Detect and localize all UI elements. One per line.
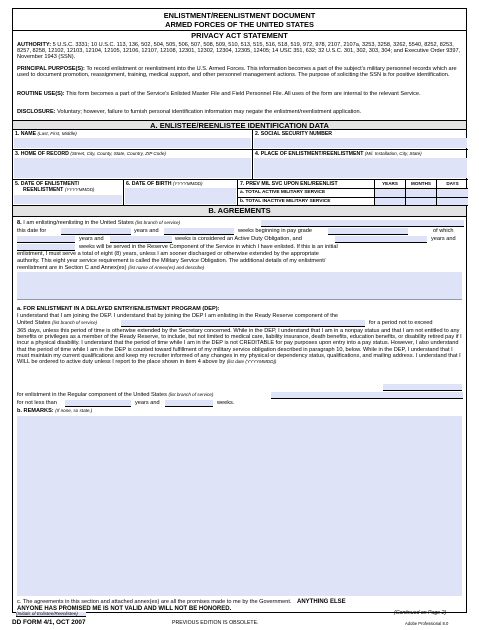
regular-weeks-field[interactable] (165, 400, 213, 407)
reserve-years-field[interactable] (335, 236, 427, 243)
annex-description-field[interactable] (17, 272, 462, 300)
date-of-enlistment-box (13, 180, 124, 206)
remarks-hint: (If none, so state.) (55, 408, 93, 413)
active-duty-years-field[interactable] (17, 236, 75, 243)
adobe-note: Adobe Professional 8.0 (405, 621, 449, 626)
p8-line-4: weeks will be served in the Reserve Component of the Service in which I have enlisted. If this is an initial (79, 244, 338, 250)
p8-line-2-d: of which (433, 228, 454, 234)
date-of-birth-label: 6. DATE OF BIRTH (126, 181, 172, 187)
inactive-months-field[interactable] (406, 198, 437, 207)
purpose-text: To record enlistment or reenlistment into the U.S. Armed Forces. This information becomes a part of the subject's military personnel records which are used to document promotion, reassignment, training, medical support, and other personnel management actions. The purpose of soliciting the SSN is for positive identification. (17, 66, 457, 79)
reserve-weeks-field[interactable] (17, 244, 75, 251)
dep-last-a: for not less than (17, 400, 57, 406)
form-title (13, 12, 466, 29)
disclosure-paragraph (17, 109, 462, 115)
p8-line-5: enlistment, I must serve a total of eight (8) years, unless I am sooner discharged or otherwise extended by the appropriate (17, 251, 319, 257)
date-of-enlistment-label-1: 5. DATE OF ENLISTMENT/ (15, 181, 80, 187)
p8-line-1 (17, 220, 180, 226)
dep-last-c: weeks. (217, 400, 235, 406)
home-of-record-hint: (Street, City, County, State, Country, ZIP Code) (70, 151, 166, 156)
months-col-label: MONTHS (411, 181, 431, 186)
authority-paragraph (17, 42, 462, 61)
enlist-weeks-field[interactable] (164, 228, 234, 235)
privacy-heading: PRIVACY ACT STATEMENT (13, 30, 466, 41)
date-of-enlistment-hint: (YYYYMMDD) (64, 187, 95, 192)
dep-regular-line (17, 392, 213, 398)
years-col-label: YEARS (382, 181, 398, 186)
form-number: DD FORM 4/1, OCT 2007 (12, 619, 86, 626)
form (12, 8, 467, 613)
name-field[interactable] (14, 138, 251, 148)
p8-line-3-b: weeks is considered an Active Duty Obligation, and (175, 236, 302, 242)
dep-body-hint: (list date (YYYYMMDD)) (226, 359, 277, 365)
place-of-enlistment-hint: (Mil. Installation, City, State) (364, 151, 422, 156)
dep-regular-text: for enlistment in the Regular component of the United States (17, 392, 167, 398)
regular-years-field[interactable] (65, 400, 131, 407)
place-of-enlistment-label: 4. PLACE OF ENLISTMENT/REENLISTMENT (255, 151, 364, 157)
months-col-header (406, 180, 437, 189)
p8-line-7-hint: (list name of Annex(es) and describe) (128, 265, 205, 270)
days-col-header (437, 180, 468, 189)
p8-line-6: authority. This eight year service requirement is called the Military Service Obligation. The additional details of my enlistment/ (17, 258, 326, 264)
p8-line-3-c: years and (431, 236, 456, 242)
name-label: 1. NAME (15, 131, 37, 137)
p8-line-1-text: I am enlisting/reenlisting in the United States (23, 220, 134, 226)
place-of-enlistment-field[interactable] (254, 158, 467, 178)
authority-text: 5 U.S.C. 3331; 10 U.S.C. 113, 136, 502, 504, 505, 506, 507, 508, 509, 510, 513, 515, 516, 518, 519, 972, 978, 2107, 2107a, 3253, 3258, 3262, 5540, 8252, 8253, 8257, 8258, 12102, 12103, 12104, 12105, 12106, 12107, 12108, 12301, 12302, 12304, 12305, 12405; 14 USC 351, 632; 32 U.S.C. 301, 302, 303, 304; and Executive Order 9397, November 1943 (SSN). (17, 42, 461, 61)
active-days-field[interactable] (437, 189, 468, 198)
dep-line-1: I understand that I am joining the DEP. I understand that by joining the DEP I am enlisting in the Ready Reserve component of the (17, 313, 339, 319)
p8-line-7 (17, 265, 204, 271)
report-date-field[interactable] (383, 384, 462, 391)
obsolete-note: PREVIOUS EDITION IS OBSOLETE. (172, 620, 259, 626)
inactive-years-field[interactable] (375, 198, 406, 207)
dep-line-2 (17, 320, 97, 326)
inactive-days-field[interactable] (437, 198, 468, 207)
date-of-birth-box (124, 180, 238, 206)
total-active-label-box (238, 189, 375, 198)
date-of-enlistment-label-2: REENLISTMENT (23, 187, 64, 193)
ssn-box (253, 130, 468, 150)
total-inactive-label-box (238, 198, 375, 207)
purpose-label: PRINCIPAL PURPOSE(S): (17, 66, 85, 72)
title-line-2: ARMED FORCES OF THE UNITED STATES (165, 19, 314, 29)
branch-of-service-field[interactable] (261, 220, 464, 227)
dep-regular-hint: (list branch of service) (168, 392, 214, 397)
active-years-field[interactable] (375, 189, 406, 198)
dep-line-2-text: United States (17, 320, 51, 326)
home-of-record-box (13, 150, 253, 180)
authority-label: AUTHORITY: (17, 42, 52, 48)
dep-body-text: 365 days, unless this period of time is otherwise extended by the Secretary concerned. While in the DEP, I understand that I am in a nonpay status and that I am not entitled to any benefits or privileges as a member of the Ready Reserve, to include, but not limited to medical care, liability insurance, death benefits, education benefits, or disability retired pay if I incur a physical disability. I understand that the period of time while I am in the DEP is not CREDITABLE for pay purposes upon entry into a pay status. However, I also understand that the period of time while I am in the DEP is counted toward fulfillment of my military service obligation described in paragraph 10, below. While in the DEP, I understand that I must maintain my current qualifications and keep my recruiter informed of any changes in my physical or dependency status, qualifications, and mailing address. I understand that I WILL be ordered to active duty unless I report to the place shown in item 4 above by (17, 328, 462, 366)
routine-paragraph (17, 91, 462, 97)
p8-line-2-b: years and (134, 228, 159, 234)
regular-branch-field[interactable] (271, 392, 463, 399)
dep-title: a. FOR ENLISTMENT IN A DELAYED ENTRY/ENLISTMENT PROGRAM (DEP): (17, 306, 220, 312)
dep-line-2-hint: (list branch of service) (52, 320, 98, 325)
name-hint: (Last, First, Middle) (37, 131, 77, 136)
date-of-birth-field[interactable] (125, 188, 236, 204)
ssn-field[interactable] (254, 138, 467, 148)
p8-line-1-hint: (list branch of service) (135, 220, 181, 225)
active-months-field[interactable] (406, 189, 437, 198)
disclosure-text: Voluntary; however, failure to furnish personal identification information may negate the enlistment/reenlistment application. (57, 109, 362, 115)
date-of-birth-hint: (YYYYMMDD) (172, 181, 203, 186)
days-col-label: DAYS (446, 181, 459, 186)
remarks-label: b. REMARKS: (17, 408, 54, 414)
prev-mil-svc-label: 7. PREV MIL SVC UPON ENL/REENLIST (240, 181, 338, 187)
dep-body (17, 328, 462, 365)
home-of-record-field[interactable] (14, 158, 251, 178)
p8-line-7-text: reenlistment are in Section C and Annex(es) (17, 265, 127, 271)
prev-mil-svc-label-box (238, 180, 375, 189)
routine-label: ROUTINE USE(S): (17, 91, 65, 97)
title-line-1: ENLISTMENT/REENLISTMENT DOCUMENT (163, 11, 316, 20)
disclosure-label: DISCLOSURE: (17, 109, 56, 115)
dep-branch-field[interactable] (121, 320, 365, 327)
continued-note: (Continued on Page 2) (394, 610, 447, 616)
date-of-enlistment-field[interactable] (14, 195, 122, 204)
section-a-heading: A. ENLISTEE/REENLISTEE IDENTIFICATION DATA (13, 120, 466, 130)
home-of-record-label: 3. HOME OF RECORD (15, 151, 69, 157)
dep-line-2-b: for a period not to exceed (369, 320, 433, 326)
place-of-enlistment-box (253, 150, 468, 180)
remarks-label-line (17, 408, 92, 414)
p8-line-2-c: weeks beginning in pay grade (238, 228, 313, 234)
name-box (13, 130, 253, 150)
purpose-paragraph (17, 66, 462, 78)
pay-grade-field[interactable] (328, 228, 408, 235)
p8-line-3-a: years and (79, 236, 104, 242)
p8-number: 8. (17, 220, 22, 226)
routine-text: This form becomes a part of the Service's Enlisted Master File and Field Personnel File. All uses of the form are internal to the relevant Service. (66, 91, 421, 97)
enlist-years-field[interactable] (61, 228, 131, 235)
total-inactive-label: b. TOTAL INACTIVE MILITARY SERVICE (240, 198, 331, 204)
pc-text-a: c. The agreements in this section and attached annex(es) are all the promises made to me by the Government. (17, 599, 292, 605)
ssn-label: 2. SOCIAL SECURITY NUMBER (255, 131, 333, 137)
pc-line-2: ANYONE HAS PROMISED ME IS NOT VALID AND WILL NOT BE HONORED. (17, 606, 232, 612)
total-active-label: a. TOTAL ACTIVE MILITARY SERVICE (240, 190, 326, 195)
active-duty-weeks-field[interactable] (110, 236, 172, 243)
dep-last-b: years and (135, 400, 160, 406)
p8-line-2-a: this date for (17, 228, 47, 234)
years-col-header (375, 180, 406, 189)
section-b-heading: B. AGREEMENTS (13, 206, 466, 217)
pc-text-b: ANYTHING ELSE (297, 599, 346, 605)
remarks-field[interactable] (17, 416, 462, 596)
pc-line-1 (17, 599, 346, 605)
initials-caption: (Initials of Enlistee/Reenlistee) (16, 611, 78, 616)
